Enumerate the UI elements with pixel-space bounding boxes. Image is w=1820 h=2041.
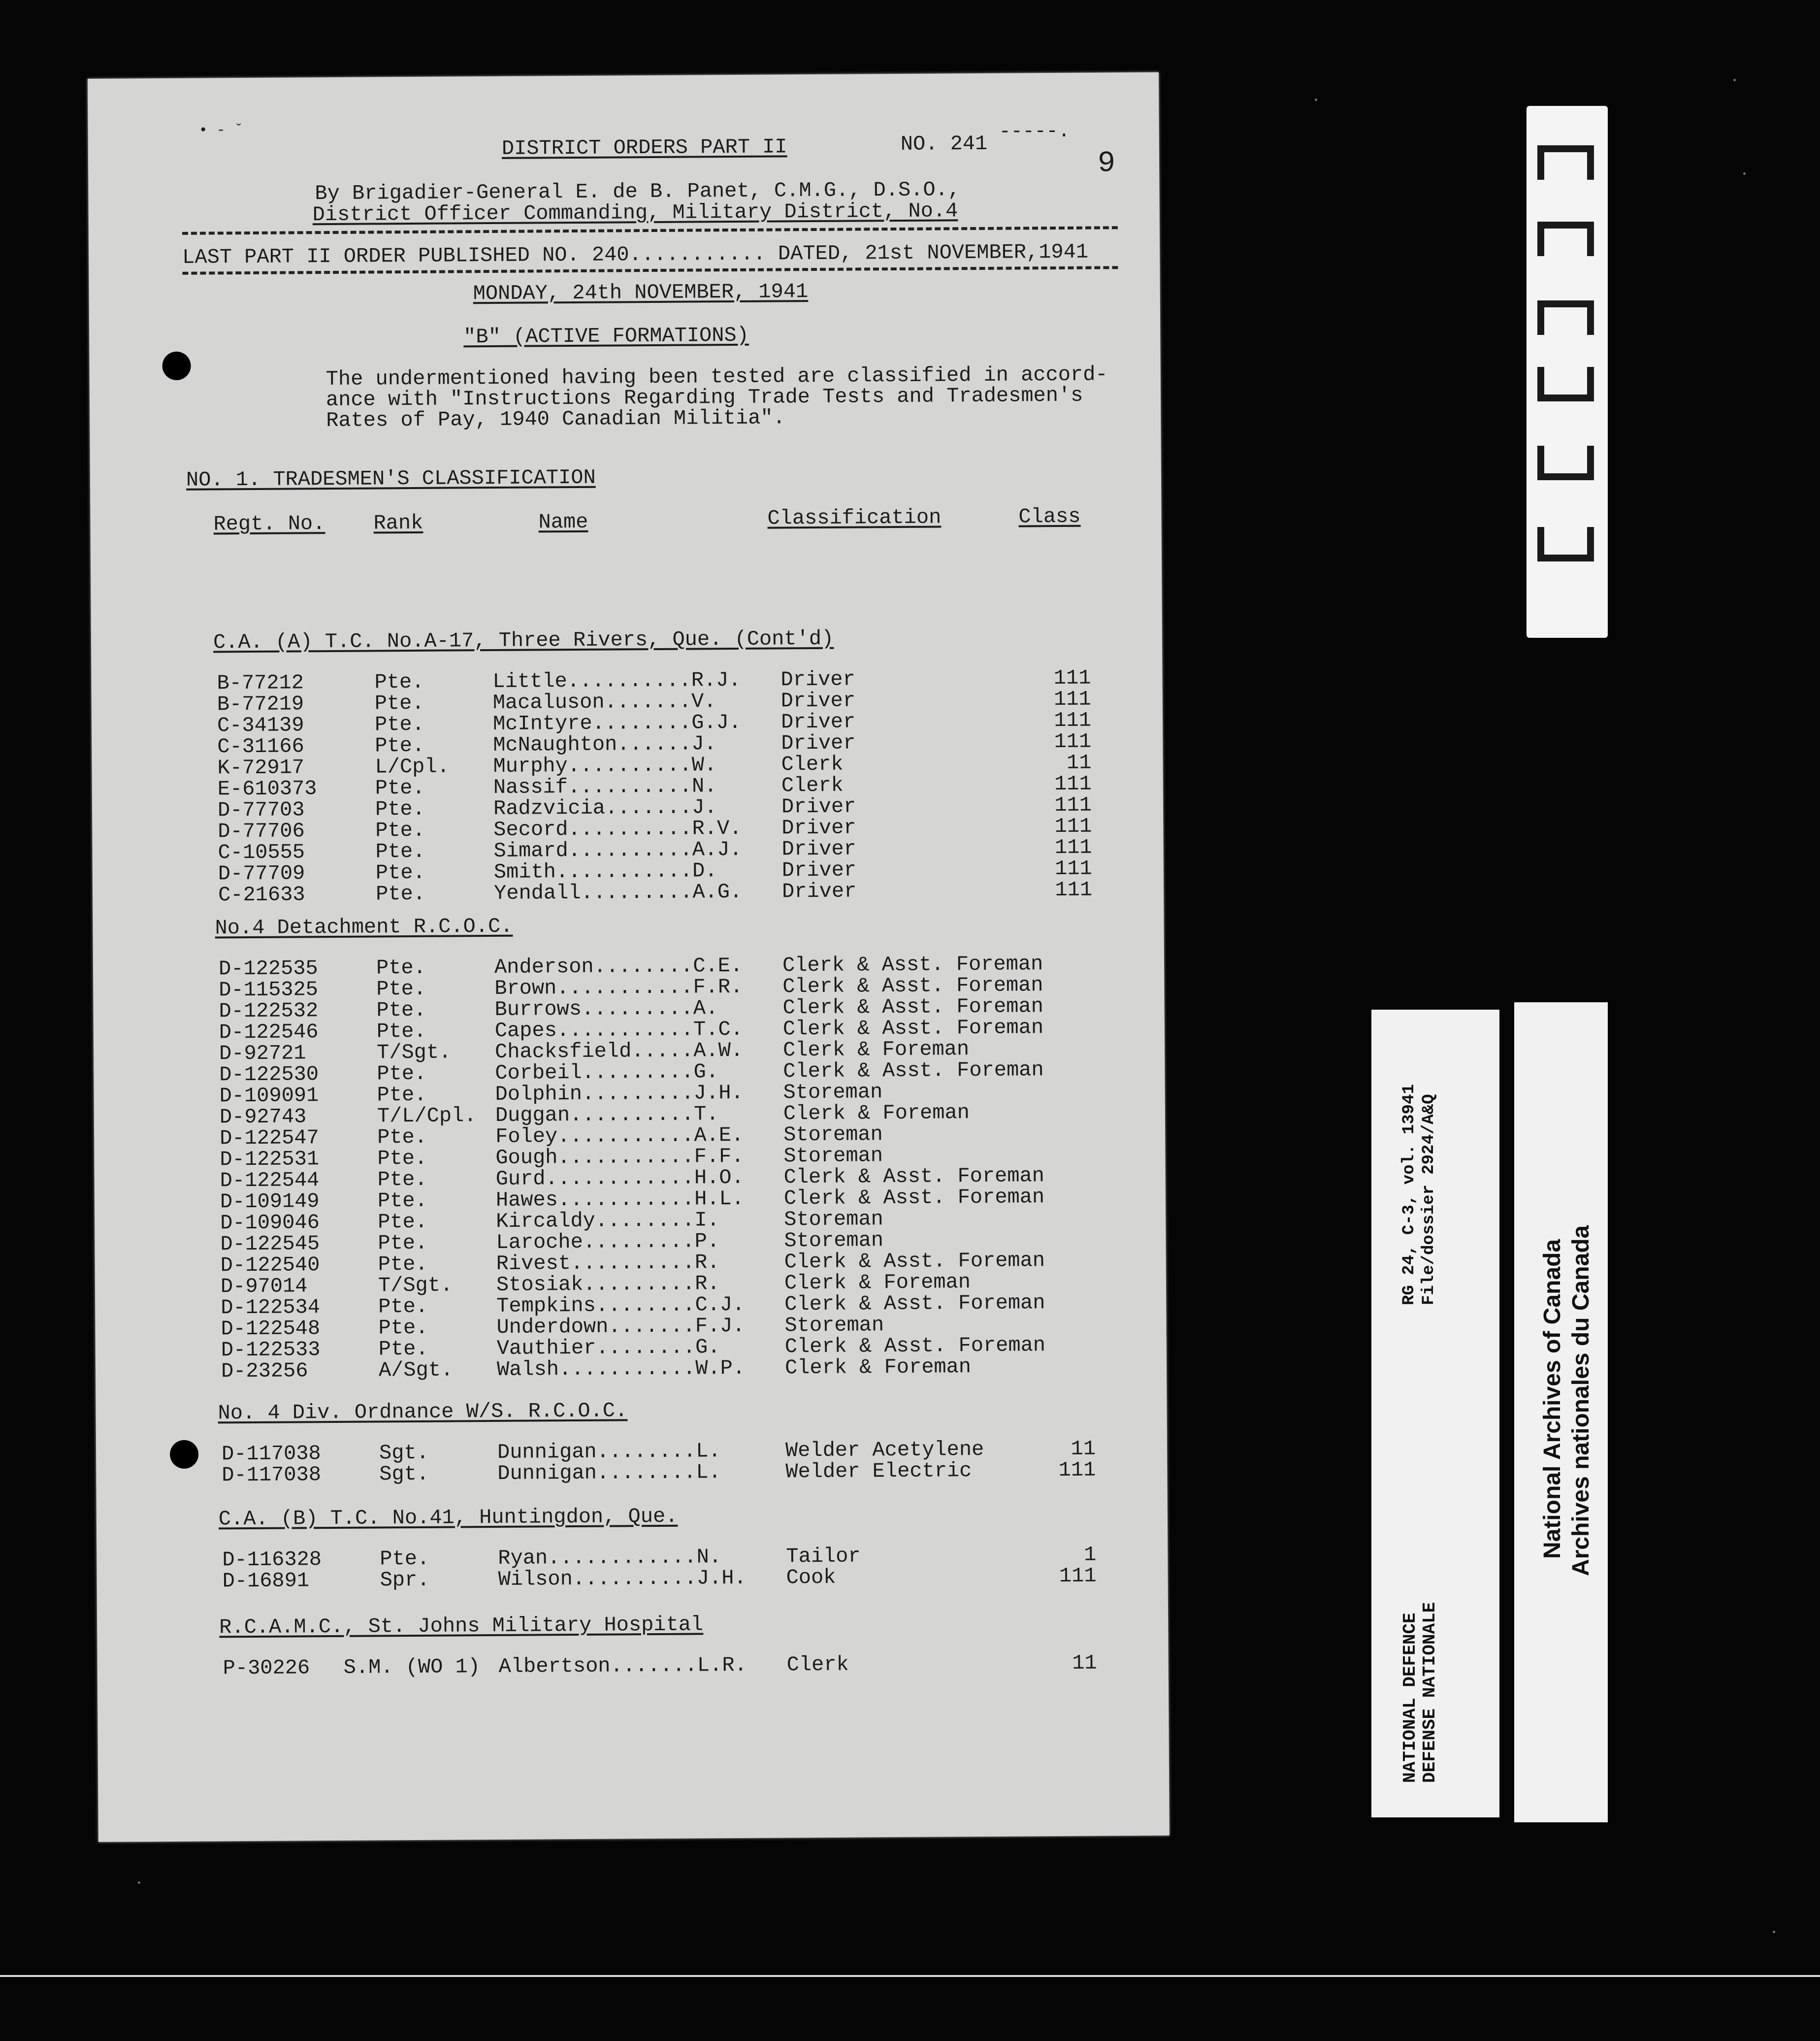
regt-number-cell: D-122531: [220, 1147, 320, 1172]
classification-cell: Clerk & Foreman: [784, 1270, 971, 1295]
class-cell: 111: [1058, 1458, 1096, 1482]
classification-cell: Clerk & Asst. Foreman: [783, 1185, 1045, 1211]
name-cell: Capes...........T.C.: [494, 1017, 744, 1043]
dust-mark: [1733, 79, 1736, 81]
dust-mark: [138, 1881, 140, 1884]
name-cell: Stosiak.........R.: [496, 1272, 720, 1297]
last-order-line: LAST PART II ORDER PUBLISHED NO. 240........... DATED, 21st NOVEMBER,1941: [182, 240, 1089, 269]
rank-cell: Pte.: [374, 712, 424, 737]
rank-cell: Pte.: [377, 1167, 427, 1192]
classification-cell: Clerk & Asst. Foreman: [782, 973, 1043, 999]
classification-cell: Driver: [781, 879, 857, 904]
classification-cell: Storeman: [783, 1144, 883, 1168]
regt-number-cell: D-117038: [222, 1463, 322, 1487]
regt-number-cell: P-30226: [223, 1656, 310, 1680]
classification-heading: NO. 1. TRADESMEN'S CLASSIFICATION: [186, 465, 596, 492]
classification-cell: Clerk & Asst. Foreman: [782, 952, 1043, 978]
regt-number-cell: C-31166: [217, 734, 304, 759]
regt-number-cell: D-122535: [218, 956, 318, 981]
class-cell: 111: [1059, 1564, 1097, 1588]
classification-cell: Clerk & Asst. Foreman: [784, 1249, 1045, 1274]
classification-cell: Clerk & Asst. Foreman: [783, 1058, 1044, 1084]
document-page: [88, 72, 1170, 1842]
name-cell: Secord..........R.V.: [493, 816, 742, 842]
rank-cell: S.M. (WO 1): [343, 1655, 481, 1679]
rank-cell: Pte.: [378, 1316, 428, 1340]
name-cell: Tempkins........C.J.: [496, 1292, 745, 1318]
order-number: NO. 241: [900, 132, 988, 156]
dust-mark: [1315, 99, 1317, 101]
class-cell: [1036, 1354, 1095, 1355]
archives-en-label: National Archives of Canada: [1539, 1239, 1565, 1559]
classification-cell: Storeman: [783, 1080, 883, 1105]
name-cell: Dunnigan........L.: [497, 1460, 721, 1485]
name-cell: Macaluson.......V.: [492, 690, 716, 715]
stray-marks: • - ˇ: [198, 122, 243, 139]
rank-cell: Spr.: [380, 1568, 430, 1592]
regt-number-cell: D-122534: [221, 1295, 321, 1320]
regt-number-cell: D-122548: [221, 1317, 321, 1341]
name-cell: Dunnigan........L.: [497, 1439, 721, 1464]
archives-fr-label: Archives nationales du Canada: [1568, 1225, 1594, 1576]
class-cell: 111: [1055, 856, 1092, 881]
regt-number-cell: D-122546: [219, 1020, 319, 1045]
class-cell: [1035, 1121, 1094, 1122]
class-cell: [1035, 1227, 1094, 1228]
name-cell: Dolphin.........J.H.: [495, 1081, 744, 1106]
name-cell: Hawes...........H.L.: [495, 1186, 745, 1212]
defence-label-strip: [1371, 1010, 1499, 1817]
column-header-name: Name: [538, 510, 588, 534]
rank-cell: Pte.: [376, 955, 426, 980]
frame-number-strip: [1527, 106, 1608, 638]
regt-number-cell: D-77706: [218, 819, 305, 844]
classification-cell: Clerk & Asst. Foreman: [782, 994, 1043, 1020]
page-number: 9: [1097, 147, 1116, 181]
classification-cell: Driver: [781, 794, 856, 819]
regt-number-cell: D-122532: [219, 999, 319, 1023]
rank-cell: Pte.: [377, 1146, 427, 1171]
rank-cell: Pte.: [378, 1210, 428, 1234]
reference-line-1: RG 24, C-3, vol. 13941: [1400, 1084, 1419, 1305]
regt-number-cell: D-92721: [219, 1041, 306, 1066]
rank-cell: Pte.: [375, 818, 425, 843]
reference-line-2: File/dossier 2924/A&Q: [1420, 1094, 1438, 1305]
column-header-classification: Classification: [767, 505, 942, 530]
archives-label-strip: [1514, 1002, 1608, 1822]
order-date: MONDAY, 24th NOVEMBER, 1941: [473, 280, 809, 306]
rank-cell: Pte.: [378, 1294, 428, 1319]
classification-cell: Driver: [781, 858, 857, 883]
regt-number-cell: B-77212: [217, 671, 304, 695]
film-edge-line: [0, 1975, 1820, 1977]
regt-number-cell: D-109091: [219, 1084, 319, 1108]
name-cell: Murphy..........W.: [493, 753, 717, 778]
group-heading: R.C.A.M.C., St. Johns Military Hospital: [219, 1613, 704, 1640]
rank-cell: Pte.: [374, 670, 424, 694]
name-cell: McNaughton......J.: [493, 732, 717, 757]
classification-cell: Driver: [781, 816, 856, 840]
rank-cell: Sgt.: [379, 1462, 429, 1486]
classification-cell: Tailor: [786, 1544, 861, 1569]
classification-cell: Driver: [781, 837, 856, 861]
group-heading: No.4 Detachment R.C.O.C.: [215, 914, 513, 940]
regt-number-cell: D-122533: [221, 1338, 321, 1362]
rank-cell: Pte.: [377, 1188, 427, 1213]
name-cell: Brown...........F.R.: [494, 975, 743, 1000]
intro-line-3: Rates of Pay, 1940 Canadian Militia".: [326, 406, 785, 433]
defence-fr-label: DEFENSE NATIONALE: [1420, 1602, 1440, 1783]
regt-number-cell: D-122547: [220, 1126, 319, 1151]
rank-cell: Pte.: [380, 1547, 430, 1571]
punch-hole-top: [162, 352, 191, 380]
name-cell: Gough...........F.F.: [495, 1144, 744, 1170]
class-cell: [1035, 1206, 1094, 1207]
section-heading: "B" (ACTIVE FORMATIONS): [463, 323, 749, 349]
classification-cell: Welder Electric: [785, 1459, 972, 1484]
rank-cell: Pte.: [375, 733, 425, 758]
classification-cell: Driver: [780, 689, 856, 713]
class-cell: [1034, 1079, 1093, 1080]
regt-number-cell: B-77219: [217, 692, 304, 717]
rank-cell: Pte.: [378, 1337, 428, 1361]
classification-cell: Clerk: [781, 752, 844, 777]
rank-cell: Pte.: [376, 977, 426, 1001]
rank-cell: Pte.: [375, 882, 426, 906]
classification-cell: Clerk & Asst. Foreman: [782, 1016, 1044, 1041]
rank-cell: Pte.: [378, 1231, 428, 1255]
name-cell: Nassif..........N.: [493, 774, 717, 799]
rank-cell: Pte.: [377, 1125, 427, 1150]
rank-cell: Pte.: [375, 839, 425, 864]
divider-top: [182, 226, 1118, 235]
rank-cell: A/Sgt.: [378, 1358, 454, 1383]
classification-cell: Storeman: [784, 1228, 884, 1253]
name-cell: Gurd............H.O.: [495, 1165, 744, 1191]
classification-cell: Welder Acetylene: [785, 1437, 984, 1463]
rank-cell: L/Cpl.: [375, 755, 450, 779]
regt-number-cell: E-610373: [217, 777, 317, 801]
column-header-regt: Regt. No.: [213, 512, 325, 536]
name-cell: Foley...........A.E.: [495, 1123, 744, 1149]
regt-number-cell: D-122544: [220, 1168, 320, 1193]
name-cell: Vauthier........G.: [496, 1335, 720, 1360]
regt-number-cell: C-34139: [217, 713, 304, 738]
name-cell: Smith...........D.: [493, 859, 717, 884]
name-cell: Walsh...........W.P.: [496, 1356, 746, 1382]
classification-cell: Driver: [780, 710, 856, 734]
name-cell: Simard..........A.J.: [493, 837, 742, 863]
name-cell: Radzvicia.......J.: [493, 795, 717, 821]
regt-number-cell: D-92743: [219, 1105, 307, 1129]
regt-number-cell: D-122530: [219, 1062, 319, 1087]
rank-cell: T/L/Cpl.: [377, 1104, 477, 1128]
class-cell: 11: [1072, 1651, 1097, 1675]
class-cell: 11: [1071, 1437, 1096, 1461]
class-cell: 111: [1054, 729, 1092, 754]
class-cell: 111: [1054, 835, 1092, 860]
class-cell: 111: [1053, 666, 1091, 691]
intro-line-1: The undermentioned having been tested are classified in accord-: [325, 362, 1108, 392]
classification-cell: Driver: [780, 667, 855, 692]
name-cell: McIntyre........G.J.: [492, 710, 742, 736]
table-row: [98, 1651, 1169, 1678]
regt-number-cell: D-117038: [221, 1442, 321, 1466]
regt-number-cell: D-115325: [219, 978, 319, 1002]
name-cell: Yendall.........A.G.: [493, 880, 743, 905]
name-cell: Albertson.......L.R.: [498, 1653, 747, 1679]
rank-cell: T/Sgt.: [378, 1273, 453, 1298]
class-cell: 111: [1055, 878, 1093, 902]
name-cell: Rivest..........R.: [496, 1251, 720, 1276]
name-cell: Kircaldy........I.: [496, 1208, 720, 1233]
regt-number-cell: K-72917: [217, 756, 305, 780]
regt-number-cell: D-77709: [218, 861, 305, 886]
rank-cell: Pte.: [375, 776, 425, 800]
regt-number-cell: D-122545: [220, 1232, 320, 1256]
name-cell: Ryan............N.: [498, 1545, 722, 1570]
rank-cell: Pte.: [376, 1019, 426, 1044]
classification-cell: Clerk: [786, 1652, 849, 1677]
defence-en-label: NATIONAL DEFENCE: [1400, 1613, 1420, 1783]
class-cell: [1035, 1100, 1094, 1101]
regt-number-cell: D-109149: [220, 1189, 320, 1214]
classification-cell: Clerk & Asst. Foreman: [783, 1164, 1045, 1189]
regt-number-cell: D-23256: [221, 1359, 308, 1383]
classification-cell: Clerk & Asst. Foreman: [784, 1333, 1046, 1359]
class-cell: 111: [1054, 772, 1092, 796]
classification-cell: Storeman: [784, 1207, 883, 1232]
class-cell: 11: [1066, 751, 1092, 775]
regt-number-cell: D-109046: [220, 1211, 320, 1235]
name-cell: Chacksfield.....A.W.: [494, 1038, 744, 1064]
classification-cell: Clerk & Asst. Foreman: [784, 1291, 1045, 1317]
class-cell: [1036, 1312, 1095, 1313]
classification-cell: Clerk & Foreman: [783, 1101, 970, 1126]
rank-cell: Pte.: [378, 1252, 428, 1277]
rank-cell: Sgt.: [379, 1441, 429, 1465]
name-cell: Wilson..........J.H.: [498, 1566, 747, 1591]
column-header-rank: Rank: [373, 511, 423, 535]
regt-number-cell: D-77703: [217, 798, 305, 823]
class-cell: 111: [1054, 814, 1092, 839]
document-title: DISTRICT ORDERS PART II: [501, 135, 787, 161]
group-heading: C.A. (A) T.C. No.A-17, Three Rivers, Que. (Cont'd): [213, 626, 834, 655]
class-cell: 111: [1053, 687, 1091, 712]
group-heading: No. 4 Div. Ordnance W/S. R.C.O.C.: [218, 1399, 628, 1425]
name-cell: Little..........R.J.: [492, 668, 741, 693]
regt-number-cell: C-10555: [218, 840, 305, 865]
officer-line: District Officer Commanding, Military District, No.4: [312, 199, 958, 227]
classification-cell: Storeman: [783, 1122, 883, 1147]
name-cell: Duggan..........T.: [495, 1102, 719, 1127]
regt-number-cell: D-116328: [222, 1547, 322, 1572]
rank-cell: Pte.: [375, 797, 425, 822]
name-cell: Corbeil.........G.: [495, 1060, 719, 1085]
class-cell: 111: [1054, 793, 1092, 818]
classification-cell: Storeman: [784, 1313, 884, 1338]
classification-cell: Driver: [781, 731, 856, 756]
column-header-class: Class: [1018, 504, 1081, 529]
classification-cell: Clerk & Foreman: [782, 1037, 970, 1062]
rank-cell: T/Sgt.: [376, 1040, 452, 1065]
rank-cell: Pte.: [376, 998, 426, 1022]
dust-mark: [1743, 172, 1746, 175]
name-cell: Anderson........C.E.: [494, 954, 743, 979]
rank-cell: Pte.: [374, 691, 424, 716]
regt-number-cell: D-97014: [220, 1274, 308, 1299]
intro-line-2: ance with "Instructions Regarding Trade Tests and Tradesmen's: [325, 383, 1083, 412]
name-cell: Burrows.........A.: [494, 996, 718, 1021]
regt-number-cell: C-21633: [218, 883, 305, 907]
classification-cell: Clerk & Foreman: [784, 1355, 972, 1380]
regt-number-cell: D-16891: [222, 1569, 310, 1593]
class-cell: 1: [1083, 1543, 1097, 1567]
classification-cell: Clerk: [781, 773, 844, 798]
classification-cell: Cook: [786, 1565, 836, 1590]
name-cell: Laroche.........P.: [496, 1229, 720, 1254]
dust-mark: [1773, 1931, 1775, 1933]
name-cell: Underdown.......F.J.: [496, 1314, 745, 1339]
rank-cell: Pte.: [377, 1083, 427, 1107]
rank-cell: Pte.: [377, 1061, 427, 1086]
group-heading: C.A. (B) T.C. No.41, Huntingdon, Que.: [218, 1504, 678, 1531]
by-line: By Brigadier-General E. de B. Panet, C.M.G., D.S.O.,: [315, 178, 961, 206]
order-number-dashes: -----.: [999, 120, 1070, 143]
class-cell: 111: [1054, 708, 1092, 733]
rank-cell: Pte.: [375, 860, 425, 885]
regt-number-cell: D-122540: [220, 1253, 320, 1278]
